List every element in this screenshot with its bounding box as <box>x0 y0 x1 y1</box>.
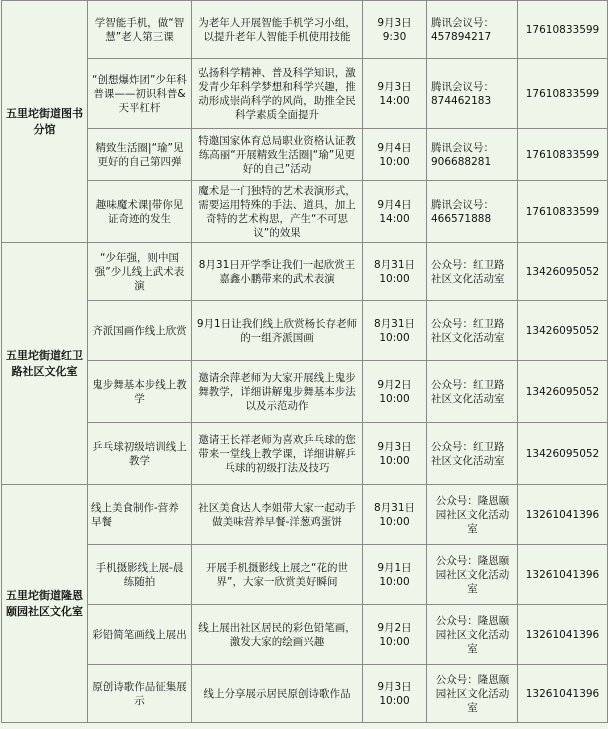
activity-description: 为老年人开展智能手机学习小组，以提升老年人智能手机使用技能 <box>192 1 363 59</box>
activity-clock: 10:00 <box>379 331 410 344</box>
activity-time <box>363 1 427 59</box>
activity-clock: 10:00 <box>379 392 410 405</box>
contact-info <box>427 1 518 59</box>
phone-number: 13426095052 <box>518 243 608 301</box>
table-row <box>2 605 608 665</box>
contact-info <box>427 129 518 181</box>
activity-name: 精致生活圈|“瑜”见更好的自己第四弹 <box>88 129 192 181</box>
activity-clock: 9:30 <box>382 30 407 43</box>
activity-name: “创想爆炸团”少年科普课——初识科普&天平杠杆 <box>88 59 192 129</box>
activity-description: 线上分享展示居民原创诗歌作品 <box>192 665 363 723</box>
venue-name: 五里坨街道红卫路社区文化室 <box>2 243 88 485</box>
activity-clock: 10:00 <box>379 575 410 588</box>
phone-number: 13261041396 <box>518 545 608 605</box>
activity-time <box>363 423 427 485</box>
activity-name: 学智能手机，做“智慧”老人第三课 <box>88 1 192 59</box>
table-row <box>2 485 608 545</box>
activity-clock: 10:00 <box>379 694 410 707</box>
table-row <box>2 1 608 59</box>
activity-time <box>363 545 427 605</box>
table-row <box>2 59 608 129</box>
contact-info: 公众号：红卫路社区文化活动室 <box>427 243 518 301</box>
contact-label: 腾讯会议号： <box>431 141 494 154</box>
table-row <box>2 665 608 723</box>
activity-clock: 14:00 <box>379 212 410 225</box>
phone-number: 17610833599 <box>518 59 608 129</box>
activity-date: 8月31日 <box>373 501 416 514</box>
table-row <box>2 301 608 361</box>
activity-clock: 10:00 <box>379 155 410 168</box>
phone-number: 13426095052 <box>518 301 608 361</box>
activity-date: 9月4日 <box>377 198 412 211</box>
activity-date: 8月31日 <box>373 258 416 271</box>
table-row <box>2 545 608 605</box>
activity-time <box>363 129 427 181</box>
phone-number: 17610833599 <box>518 1 608 59</box>
activity-date: 9月3日 <box>377 440 412 453</box>
activity-clock: 14:00 <box>379 94 410 107</box>
activity-date: 9月1日 <box>377 561 412 574</box>
meeting-id: 906688281 <box>431 155 492 168</box>
activity-name: 手机摄影线上展-晨练随拍 <box>88 545 192 605</box>
activity-description: 邀请王长祥老师为喜欢乒乓球的您带来一堂线上教学课，详细讲解乒乓球的初级打法及技巧 <box>192 423 363 485</box>
phone-number: 17610833599 <box>518 181 608 243</box>
contact-info: 公众号：红卫路社区文化活动室 <box>427 301 518 361</box>
activity-description: 9月1日让我们线上欣赏杨长存老师的一组齐派国画 <box>192 301 363 361</box>
activity-description: 特邀国家体育总局职业资格认证教练高丽“开展精致生活圈|“瑜”见更好的自己”活动 <box>192 129 363 181</box>
activity-date: 9月3日 <box>377 16 412 29</box>
phone-number: 13261041396 <box>518 665 608 723</box>
activity-name: 线上美食制作-营养早餐 <box>88 485 192 545</box>
activity-description: 社区美食达人李姐带大家一起动手做美味营养早餐-洋葱鸡蛋饼 <box>192 485 363 545</box>
activity-date: 9月4日 <box>377 141 412 154</box>
activity-clock: 10:00 <box>379 515 410 528</box>
contact-label: 腾讯会议号： <box>431 198 494 211</box>
activity-schedule-table <box>1 0 608 723</box>
venue-name: 五里坨街道隆恩颐园社区文化室 <box>2 485 88 723</box>
table-row <box>2 181 608 243</box>
activity-name: 原创诗歌作品征集展示 <box>88 665 192 723</box>
contact-info: 公众号：隆恩颐园社区文化活动室 <box>427 665 518 723</box>
activity-time <box>363 59 427 129</box>
meeting-id: 466571888 <box>431 212 492 225</box>
activity-time <box>363 181 427 243</box>
activity-description: 邀请余萍老师为大家开展线上鬼步舞教学，详细讲解鬼步舞基本步法以及示范动作 <box>192 361 363 423</box>
activity-date: 9月2日 <box>377 621 412 634</box>
activity-date: 9月3日 <box>377 80 412 93</box>
activity-time <box>363 301 427 361</box>
phone-number: 13426095052 <box>518 361 608 423</box>
activity-time <box>363 243 427 301</box>
activity-date: 9月2日 <box>377 378 412 391</box>
activity-clock: 10:00 <box>379 454 410 467</box>
phone-number: 13261041396 <box>518 605 608 665</box>
activity-clock: 10:00 <box>379 635 410 648</box>
activity-name: “少年强，则中国强”少儿线上武术表演 <box>88 243 192 301</box>
activity-name: 乒乓球初级培训线上教学 <box>88 423 192 485</box>
activity-name: 趣味魔术课|带你见证奇迹的发生 <box>88 181 192 243</box>
contact-info: 公众号：隆恩颐园社区文化活动室 <box>427 485 518 545</box>
table-row <box>2 243 608 301</box>
contact-info: 公众号：红卫路社区文化活动室 <box>427 361 518 423</box>
contact-info: 公众号：隆恩颐园社区文化活动室 <box>427 545 518 605</box>
activity-date: 8月31日 <box>373 317 416 330</box>
activity-time <box>363 605 427 665</box>
contact-info: 公众号：红卫路社区文化活动室 <box>427 423 518 485</box>
venue-name: 五里坨街道图书分馆 <box>2 1 88 243</box>
activity-time <box>363 361 427 423</box>
activity-description: 弘扬科学精神、普及科学知识，激发青少年科学梦想和科学兴趣，推动形成崇尚科学的风尚，助推全民科学素质全面提升 <box>192 59 363 129</box>
activity-name: 鬼步舞基本步线上教学 <box>88 361 192 423</box>
meeting-id: 874462183 <box>431 94 492 107</box>
contact-info <box>427 181 518 243</box>
activity-description: 开展手机摄影线上展之“花的世界”，大家一欣赏美好瞬间 <box>192 545 363 605</box>
activity-description: 线上展出社区居民的彩色铅笔画，激发大家的绘画兴趣 <box>192 605 363 665</box>
phone-number: 17610833599 <box>518 129 608 181</box>
meeting-id: 457894217 <box>431 30 492 43</box>
table-row <box>2 361 608 423</box>
activity-name: 齐派国画作线上欣赏 <box>88 301 192 361</box>
phone-number: 13261041396 <box>518 485 608 545</box>
table-row <box>2 423 608 485</box>
activity-time <box>363 665 427 723</box>
contact-label: 腾讯会议号： <box>431 16 494 29</box>
table-row <box>2 129 608 181</box>
phone-number: 13426095052 <box>518 423 608 485</box>
activity-clock: 10:00 <box>379 272 410 285</box>
activity-date: 9月3日 <box>377 680 412 693</box>
activity-time <box>363 485 427 545</box>
activity-name: 彩铅简笔画线上展出 <box>88 605 192 665</box>
activity-description: 魔术是一门独特的艺术表演形式，需要运用特殊的手法、道具，加上奇特的艺术构思，产生“不可思议”的效果 <box>192 181 363 243</box>
contact-info <box>427 59 518 129</box>
contact-label: 腾讯会议号： <box>431 80 494 93</box>
activity-description: 8月31日开学季让我们一起欣赏王嘉鑫小鹏带来的武术表演 <box>192 243 363 301</box>
contact-info: 公众号：隆恩颐园社区文化活动室 <box>427 605 518 665</box>
